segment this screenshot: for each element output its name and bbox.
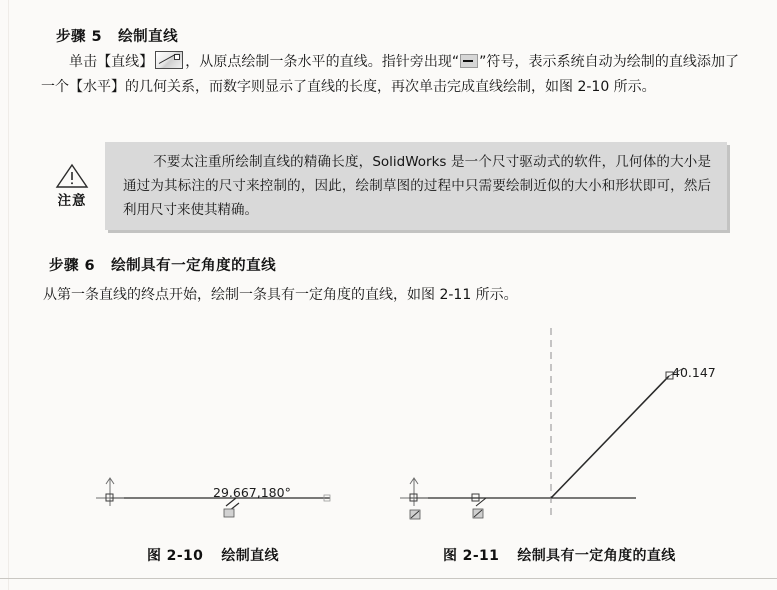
step6-number: 步骤 6 — [49, 258, 96, 274]
step5-text-part1: 单击【直线】 — [69, 54, 154, 70]
figure-2-10-dimension-label: 29.667,180° — [213, 485, 291, 500]
figures-illustration — [0, 310, 777, 550]
figure-2-11-caption — [443, 545, 676, 565]
step5-number: 步骤 5 — [56, 29, 103, 45]
step5-text-part3: ”符号，表示系统自动为绘制的直线添加了一个【水平】的几何关系，而数字则显示了直线的长度，再次单击完成直线绘制，如图 2-10 所示。 — [41, 54, 739, 95]
figure-2-11-sketch — [400, 328, 684, 520]
note-text — [123, 150, 711, 222]
note-body: 不要太注重所绘制直线的精确长度，SolidWorks 是一个尺寸驱动式的软件，几何体的大小是通过为其标注的尺寸来控制的，因此，绘制草图的过程中只需要绘制近似的大小和形状即可，然后利用尺寸来使其精确。 — [123, 154, 711, 218]
figure-2-11-caption-number: 图 2-11 — [443, 548, 500, 564]
horizontal-relation-icon — [460, 54, 478, 68]
page-bottom-rule — [0, 578, 777, 579]
step6-text: 从第一条直线的终点开始，绘制一条具有一定角度的直线，如图 2-11 所示。 — [43, 287, 518, 303]
step5-heading — [56, 25, 178, 46]
step5-title: 绘制直线 — [118, 29, 179, 45]
figure-2-10-caption — [147, 545, 279, 565]
step6-title: 绘制具有一定角度的直线 — [111, 258, 277, 274]
step6-heading — [49, 254, 276, 275]
figure-2-11-caption-title: 绘制具有一定角度的直线 — [517, 548, 676, 564]
cursor-pencil-icon — [224, 498, 239, 517]
cursor-pencil-icon-left — [410, 510, 420, 519]
figure-2-10-caption-title: 绘制直线 — [221, 548, 279, 564]
line-tool-icon — [155, 51, 183, 69]
step5-paragraph — [41, 50, 739, 100]
note-box — [105, 142, 727, 230]
warning-triangle-icon — [55, 163, 89, 189]
note-label-text: 注意 — [57, 193, 87, 209]
note-label-group — [41, 163, 103, 209]
step5-text-part2: ，从原点绘制一条水平的直线。指针旁出现“ — [185, 54, 460, 70]
figure-2-10-caption-number: 图 2-10 — [147, 548, 204, 564]
figure-2-11-dimension-label: 40.147 — [672, 365, 716, 380]
step6-paragraph — [43, 283, 743, 308]
